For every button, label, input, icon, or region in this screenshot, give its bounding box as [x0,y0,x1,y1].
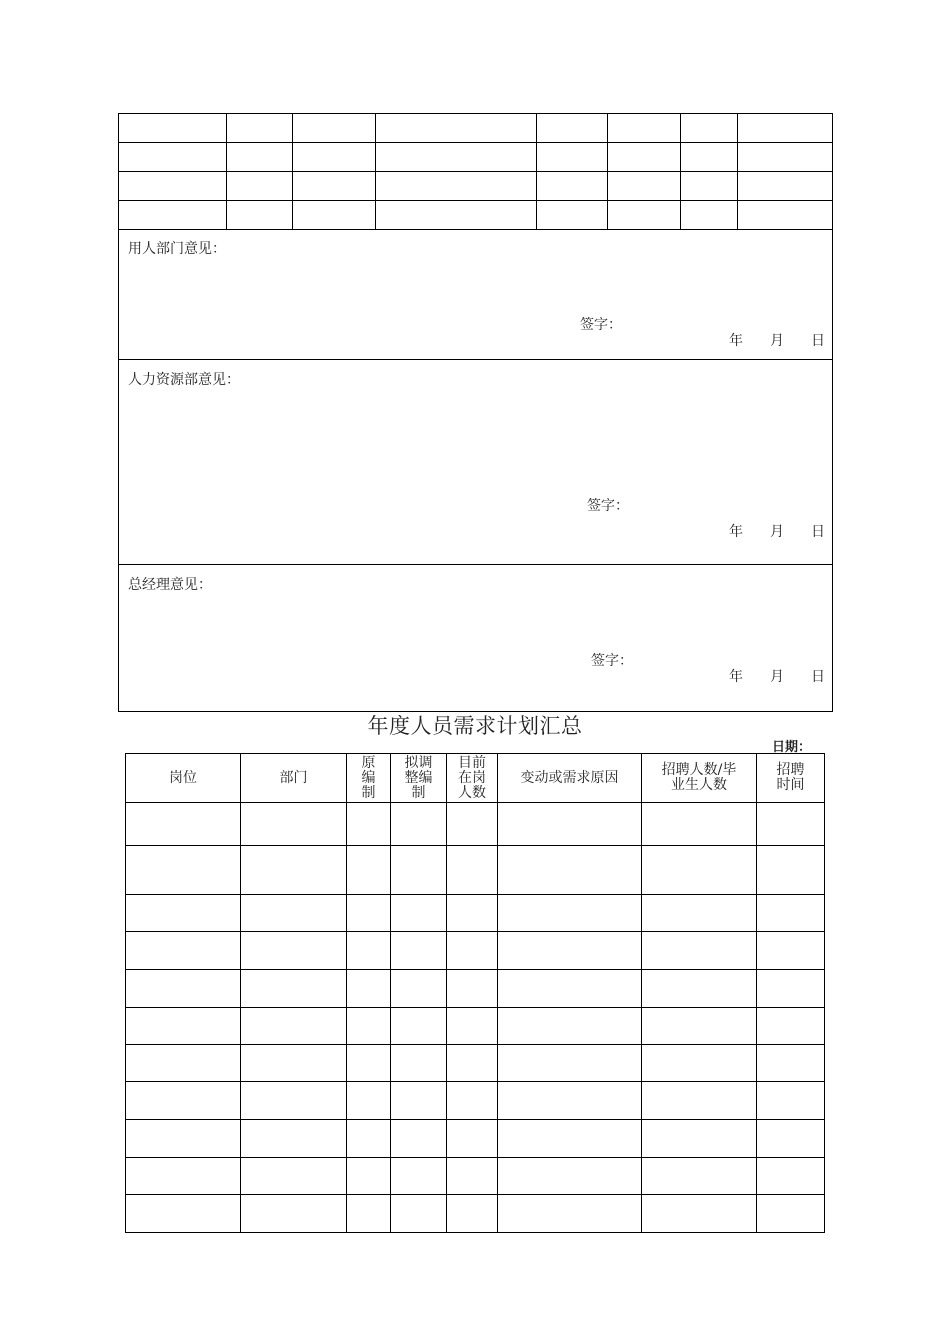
blank-row [119,143,833,172]
summary-row [126,932,825,970]
summary-cell[interactable] [498,803,642,846]
summary-cell[interactable] [241,1082,347,1120]
summary-cell[interactable] [498,970,642,1008]
header-recruit-time [757,754,825,803]
summary-cell[interactable] [498,895,642,932]
summary-cell[interactable] [391,1195,447,1233]
cell[interactable] [293,143,376,172]
summary-cell[interactable] [757,846,825,895]
cell[interactable] [537,172,608,201]
summary-cell[interactable] [241,1195,347,1233]
header-text: 招聘 [776,762,805,778]
summary-cell[interactable] [391,970,447,1008]
summary-cell[interactable] [347,1195,391,1233]
cell[interactable] [227,201,293,230]
summary-cell[interactable] [391,846,447,895]
hr-opinion-row [119,360,833,565]
summary-cell[interactable] [498,1045,642,1082]
year-label: 年 [729,669,743,685]
summary-row [126,970,825,1008]
year-label: 年 [729,333,743,349]
header-recruit-count [642,754,757,803]
summary-cell[interactable] [126,1120,241,1158]
header-text: 岗位 [169,769,197,786]
summary-cell[interactable] [391,1158,447,1195]
blank-row [119,201,833,230]
cell[interactable] [738,114,833,143]
summary-cell[interactable] [498,932,642,970]
summary-cell[interactable] [347,846,391,895]
date-line [729,330,825,350]
cell[interactable] [293,172,376,201]
cell[interactable] [681,114,738,143]
summary-cell[interactable] [347,970,391,1008]
day-label: 日 [811,669,825,685]
header-text: 业生人数 [671,777,727,793]
summary-row [126,1195,825,1233]
cell[interactable] [608,172,681,201]
cell[interactable] [376,143,537,172]
header-text: 制 [411,784,426,801]
summary-cell[interactable] [642,1195,757,1233]
summary-body [126,803,825,1233]
gm-opinion-label: 总经理意见： [128,577,212,593]
header-current-staff [447,754,498,803]
summary-cell[interactable] [347,932,391,970]
cell[interactable] [227,143,293,172]
cell[interactable] [227,114,293,143]
dept-opinion-row [119,230,833,360]
summary-cell[interactable] [347,895,391,932]
summary-cell[interactable] [347,1008,391,1045]
summary-cell[interactable] [757,895,825,932]
year-label: 年 [729,524,743,540]
summary-cell[interactable] [347,1120,391,1158]
summary-cell[interactable] [126,803,241,846]
summary-cell[interactable] [241,932,347,970]
day-label: 日 [811,524,825,540]
summary-cell[interactable] [498,1195,642,1233]
cell[interactable] [608,143,681,172]
summary-row [126,895,825,932]
gm-opinion-row [119,565,833,712]
cell[interactable] [681,172,738,201]
summary-cell[interactable] [447,1195,498,1233]
header-text: 部门 [279,769,308,786]
summary-cell[interactable] [757,932,825,970]
summary-row [126,1008,825,1045]
cell[interactable] [293,114,376,143]
cell[interactable] [376,201,537,230]
header-change-reason [498,754,642,803]
summary-cell[interactable] [391,803,447,846]
cell[interactable] [119,201,227,230]
requisition-form-table [118,113,833,712]
month-label: 月 [770,333,784,349]
summary-cell[interactable] [126,846,241,895]
summary-cell[interactable] [757,1082,825,1120]
summary-cell[interactable] [642,895,757,932]
header-text: 编 [361,769,376,786]
summary-cell[interactable] [498,1120,642,1158]
summary-row [126,803,825,846]
summary-cell[interactable] [241,803,347,846]
cell[interactable] [681,143,738,172]
header-department [241,754,347,803]
summary-cell[interactable] [642,1008,757,1045]
summary-cell[interactable] [391,1082,447,1120]
cell[interactable] [537,201,608,230]
summary-row [126,1045,825,1082]
cell[interactable] [376,114,537,143]
cell[interactable] [738,201,833,230]
header-position [126,754,241,803]
cell[interactable] [537,143,608,172]
summary-cell[interactable] [241,970,347,1008]
summary-cell[interactable] [447,1082,498,1120]
summary-cell[interactable] [391,1120,447,1158]
sign-label: 签字： [591,653,633,669]
header-text: 变动或需求原因 [520,769,619,786]
gm-opinion-cell[interactable] [119,565,833,712]
summary-cell[interactable] [498,1082,642,1120]
blank-row [119,114,833,143]
summary-cell[interactable] [241,1120,347,1158]
summary-cell[interactable] [391,932,447,970]
summary-table [125,753,825,1233]
cell[interactable] [119,172,227,201]
cell[interactable] [738,172,833,201]
summary-cell[interactable] [126,1082,241,1120]
hr-opinion-label: 人力资源部意见： [128,372,240,388]
summary-row [126,1082,825,1120]
summary-title: 年度人员需求计划汇总 [367,714,583,738]
cell[interactable] [227,172,293,201]
summary-cell[interactable] [757,1120,825,1158]
cell[interactable] [608,201,681,230]
header-text: 人数 [458,784,486,801]
summary-header-row [126,754,825,803]
sign-label: 签字： [587,498,629,514]
cell[interactable] [293,201,376,230]
summary-cell[interactable] [757,970,825,1008]
summary-row [126,1120,825,1158]
summary-cell[interactable] [757,803,825,846]
summary-cell[interactable] [642,1158,757,1195]
cell[interactable] [119,114,227,143]
header-text: 时间 [776,777,805,793]
summary-cell[interactable] [447,1158,498,1195]
summary-cell[interactable] [447,895,498,932]
date-line [729,521,825,541]
summary-cell[interactable] [642,1082,757,1120]
summary-cell[interactable] [126,932,241,970]
summary-cell[interactable] [241,1008,347,1045]
summary-cell[interactable] [241,1158,347,1195]
date-label: 日期： [772,740,812,755]
summary-cell[interactable] [126,1008,241,1045]
cell[interactable] [376,172,537,201]
summary-cell[interactable] [642,970,757,1008]
summary-cell[interactable] [642,1045,757,1082]
header-text: 制 [361,784,376,801]
summary-cell[interactable] [498,1158,642,1195]
summary-cell[interactable] [126,1045,241,1082]
hr-opinion-cell[interactable] [119,360,833,565]
header-original-quota [347,754,391,803]
summary-cell[interactable] [757,1045,825,1082]
summary-cell[interactable] [447,1045,498,1082]
header-text: 原 [361,754,376,771]
cell[interactable] [681,201,738,230]
summary-cell[interactable] [126,895,241,932]
summary-cell[interactable] [241,1045,347,1082]
summary-cell[interactable] [241,846,347,895]
summary-cell[interactable] [126,970,241,1008]
header-text: 招聘人数/毕 [661,762,737,778]
cell[interactable] [537,114,608,143]
summary-cell[interactable] [757,1195,825,1233]
header-adjusted-quota [391,754,447,803]
summary-cell[interactable] [126,1195,241,1233]
dept-opinion-label: 用人部门意见： [128,241,226,257]
summary-cell[interactable] [642,1120,757,1158]
summary-cell[interactable] [391,895,447,932]
summary-row [126,1158,825,1195]
summary-cell[interactable] [498,1008,642,1045]
cell[interactable] [738,143,833,172]
header-text: 拟调 [404,754,433,771]
summary-cell[interactable] [126,1158,241,1195]
header-text: 整编 [404,769,433,786]
blank-row [119,172,833,201]
summary-cell[interactable] [447,803,498,846]
summary-row [126,846,825,895]
summary-cell[interactable] [347,803,391,846]
summary-cell[interactable] [642,803,757,846]
dept-opinion-cell[interactable] [119,230,833,360]
summary-cell[interactable] [391,1008,447,1045]
summary-cell[interactable] [447,1120,498,1158]
summary-cell[interactable] [757,1008,825,1045]
summary-cell[interactable] [642,932,757,970]
date-line [729,666,825,686]
header-text: 目前 [458,754,486,771]
cell[interactable] [608,114,681,143]
summary-cell[interactable] [347,1045,391,1082]
sign-label: 签字： [580,317,622,333]
summary-cell[interactable] [498,846,642,895]
summary-cell[interactable] [757,1158,825,1195]
summary-cell[interactable] [447,970,498,1008]
header-text: 在岗 [458,769,486,786]
month-label: 月 [770,524,784,540]
summary-cell[interactable] [391,1045,447,1082]
month-label: 月 [770,669,784,685]
summary-cell[interactable] [241,895,347,932]
cell[interactable] [119,143,227,172]
summary-cell[interactable] [347,1158,391,1195]
summary-cell[interactable] [642,846,757,895]
summary-cell[interactable] [447,932,498,970]
summary-cell[interactable] [447,846,498,895]
summary-cell[interactable] [447,1008,498,1045]
summary-cell[interactable] [347,1082,391,1120]
day-label: 日 [811,333,825,349]
